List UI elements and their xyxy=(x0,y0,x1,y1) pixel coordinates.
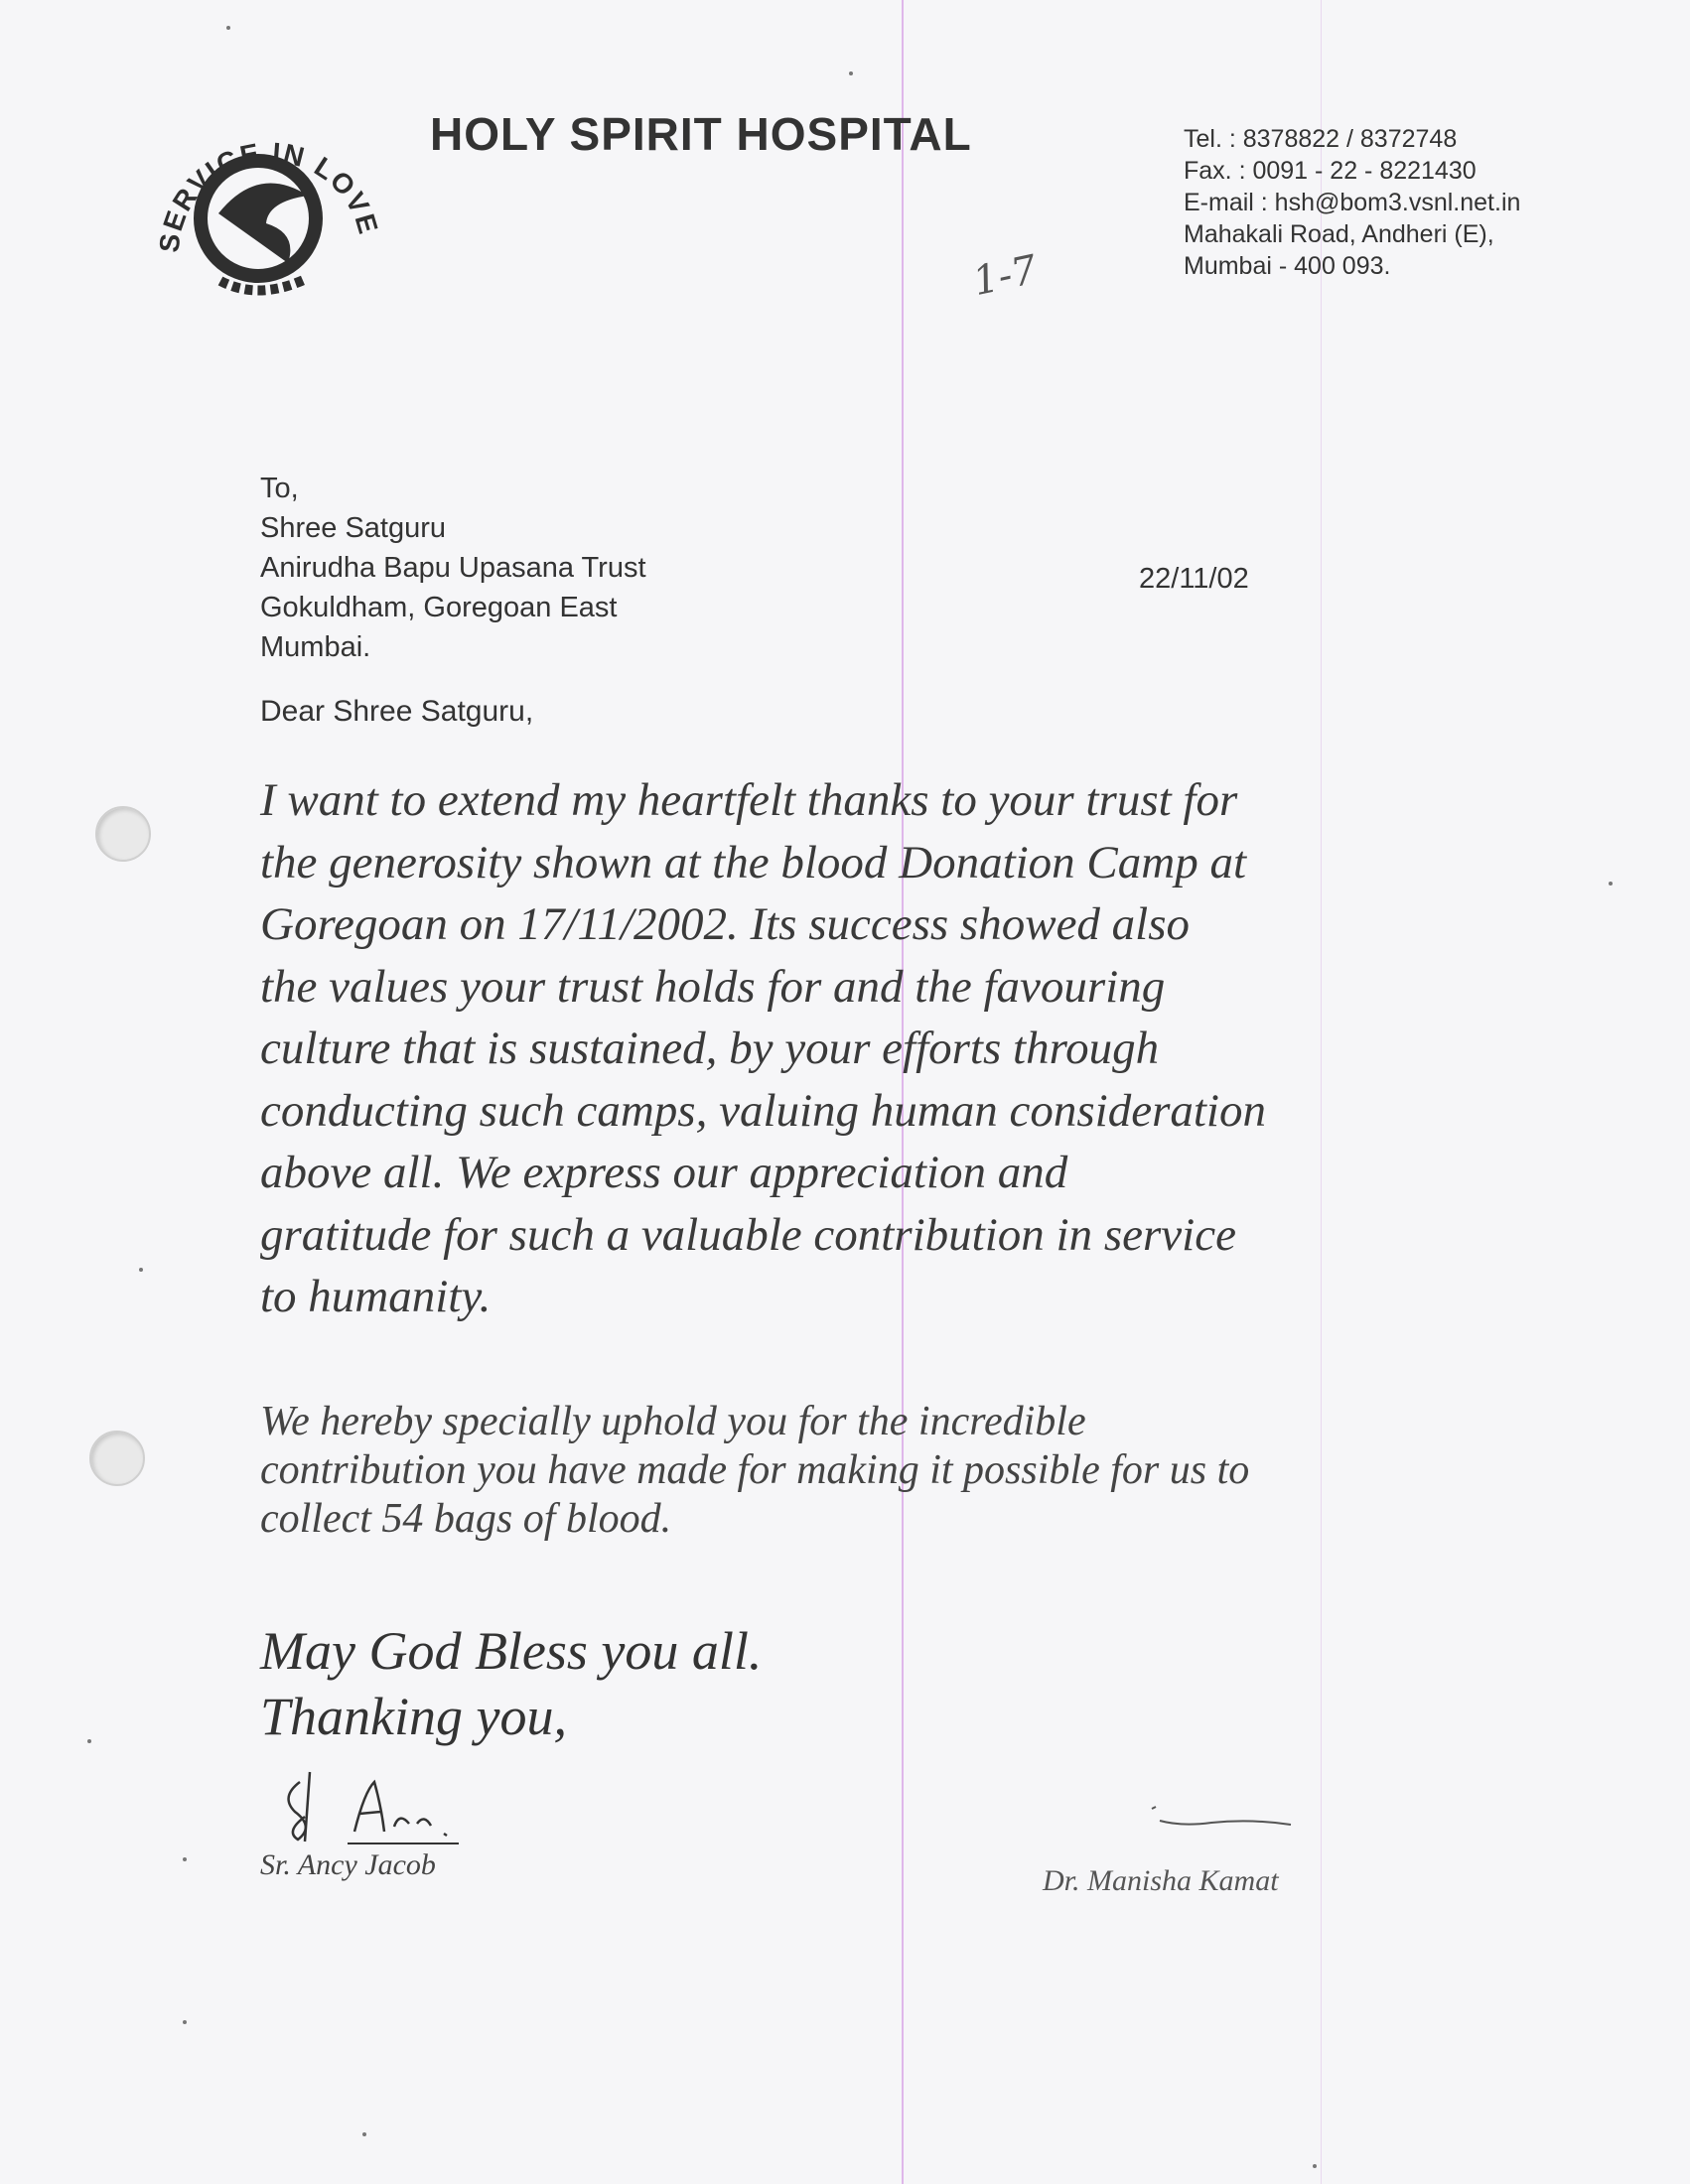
telephone: Tel. : 8378822 / 8372748 xyxy=(1184,125,1458,153)
signatory-right: Dr. Manisha Kamat xyxy=(1043,1864,1279,1897)
scan-speck xyxy=(183,1857,187,1861)
body-line: I want to extend my heartfelt thanks to your trust for xyxy=(260,774,1238,826)
body-line: contribution you have made for making it possible for us to xyxy=(260,1447,1250,1493)
scan-speck xyxy=(1313,2164,1317,2168)
letter-date: 22/11/02 xyxy=(1139,563,1249,595)
body-paragraph-1 xyxy=(260,769,1491,1328)
signature-right xyxy=(1142,1797,1301,1837)
blessing: May God Bless you all. xyxy=(260,1621,763,1681)
thanks-line: Thanking you, xyxy=(260,1687,567,1746)
logo-motto: SERVICE IN LOVE xyxy=(153,136,385,254)
address-line: Mumbai. xyxy=(260,631,371,663)
body-line: Goregoan on 17/11/2002. Its success showed also xyxy=(260,898,1191,950)
city-address: Mumbai - 400 093. xyxy=(1184,252,1391,280)
recipient-address xyxy=(260,469,646,667)
contact-block xyxy=(1184,123,1520,282)
scan-speck xyxy=(1609,882,1613,886)
body-line: the values your trust holds for and the favouring xyxy=(260,960,1166,1013)
body-line: to humanity. xyxy=(260,1271,492,1322)
street-address: Mahakali Road, Andheri (E), xyxy=(1184,220,1494,248)
punch-hole xyxy=(89,1431,145,1486)
signature-left xyxy=(260,1752,538,1861)
scan-speck xyxy=(87,1739,91,1743)
body-line: collect 54 bags of blood. xyxy=(260,1496,672,1542)
body-line: conducting such camps, valuing human consideration xyxy=(260,1084,1266,1137)
salutation: Dear Shree Satguru, xyxy=(260,695,534,728)
address-line: Shree Satguru xyxy=(260,512,447,544)
scan-speck xyxy=(849,71,853,75)
punch-hole xyxy=(95,806,151,862)
address-line: Anirudha Bapu Upasana Trust xyxy=(260,552,646,584)
handwritten-mark: 1-7 xyxy=(968,246,1042,306)
body-line: above all. We express our appreciation and xyxy=(260,1147,1068,1198)
body-paragraph-2 xyxy=(260,1398,1491,1544)
body-line: the generosity shown at the blood Donation Camp at xyxy=(260,836,1247,888)
body-line: We hereby specially uphold you for the incredible xyxy=(260,1399,1086,1444)
scan-speck xyxy=(183,2020,187,2024)
email: E-mail : hsh@bom3.vsnl.net.in xyxy=(1184,189,1521,216)
scan-speck xyxy=(362,2132,366,2136)
signatory-left: Sr. Ancy Jacob xyxy=(260,1848,436,1881)
scan-speck xyxy=(226,26,230,30)
closing xyxy=(260,1618,762,1749)
scan-speck xyxy=(139,1268,143,1272)
body-line: culture that is sustained, by your efforts through xyxy=(260,1023,1160,1074)
address-line: Gokuldham, Goregoan East xyxy=(260,592,618,623)
fax: Fax. : 0091 - 22 - 8221430 xyxy=(1184,157,1477,185)
address-line: To, xyxy=(260,473,299,504)
body-line: gratitude for such a valuable contribution in service xyxy=(260,1208,1236,1261)
hospital-name: HOLY SPIRIT HOSPITAL xyxy=(430,108,972,160)
hospital-logo xyxy=(149,104,387,323)
